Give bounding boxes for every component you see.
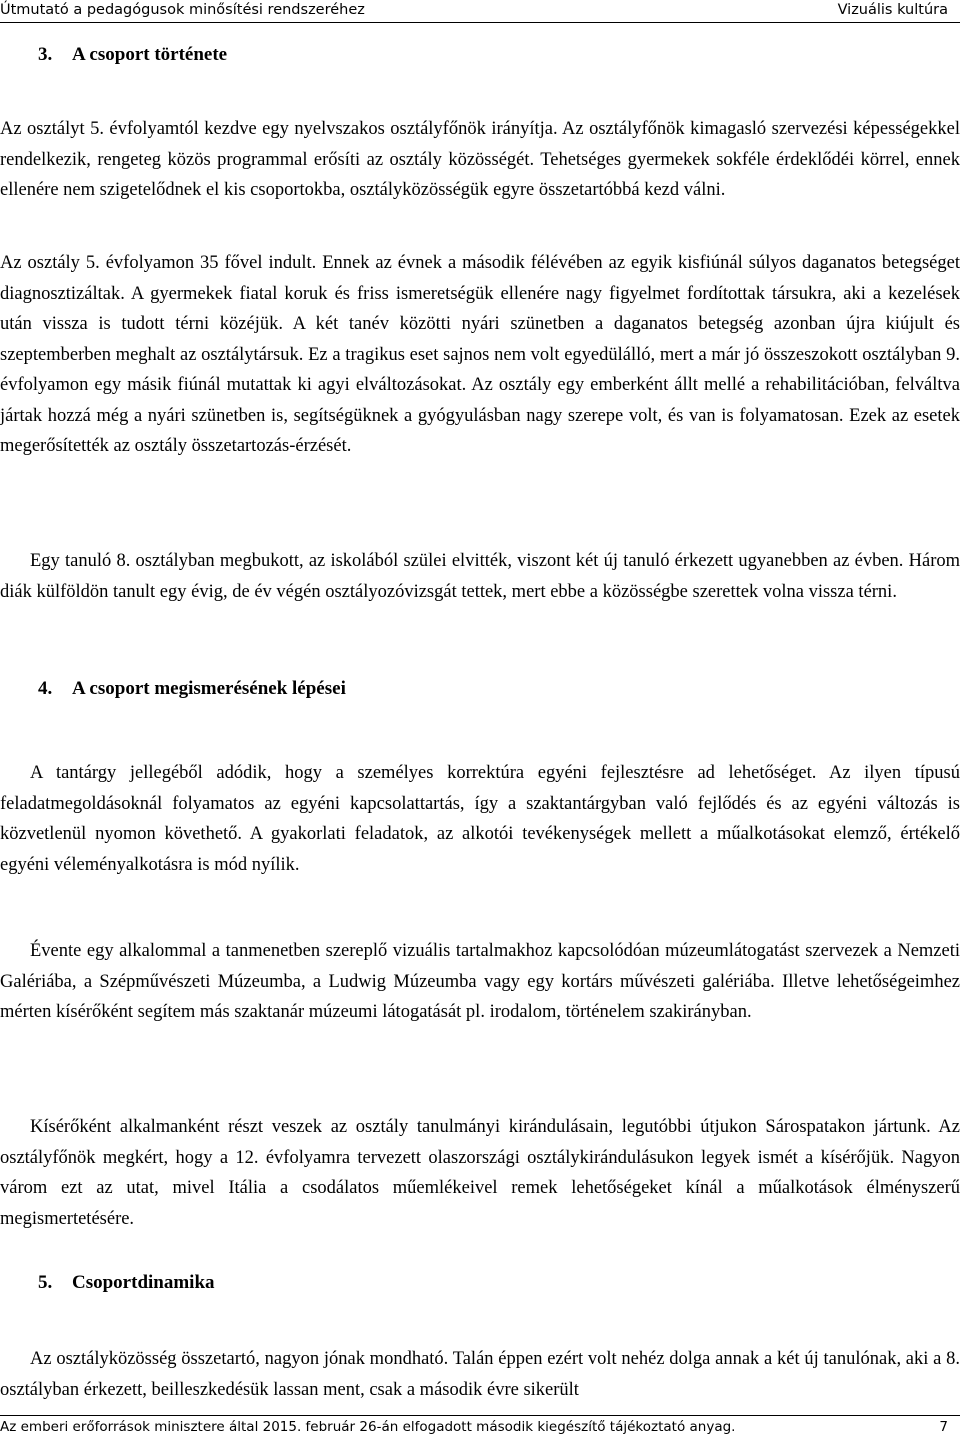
- section-title: Csoportdinamika: [72, 1272, 215, 1293]
- paragraph: Az osztályt 5. évfolyamtól kezdve egy nyelvszakos osztályfőnök irányítja. Az osztályfőnök kimagasló szervezési képességekkel rendelkezik, rengeteg közös programmal erősíti az osztály közösségét. Tehetséges gyermekek sokféle érdeklődéi körrel, ennek ellenére nem szigetelődnek el kis csoportokba, osztályközösségük egyre összetartóbbá kezd válni.: [0, 119, 960, 200]
- header-document-title: Útmutató a pedagógusok minősítési rendszeréhez: [0, 2, 365, 18]
- section-number: 4.: [38, 678, 53, 699]
- section-number: 5.: [38, 1272, 53, 1293]
- section-title: A csoport története: [72, 44, 228, 65]
- paragraph: A tantárgy jellegéből adódik, hogy a személyes korrektúra egyéni fejlesztésre ad lehetőséget. Az ilyen típusú feladatmegoldásoknál folyamatos az egyéni kapcsolattartás, így a szaktantárgyban való fejlődés és az egyéni változás is közvetlenül nyomon követhető. A gyakorlati feladatok, az alkotói tevékenységek mellett a műalkotásokat elemző, értékelő egyéni véleményalkotásra is mód nyílik.: [0, 763, 960, 875]
- section-title: A csoport megismerésének lépései: [72, 678, 346, 699]
- section-heading: [38, 1272, 215, 1294]
- paragraph: Az osztályközösség összetartó, nagyon jónak mondható. Talán éppen ezért volt nehéz dolga annak a két új tanulónak, aki a 8. osztályban érkezett, beilleszkedésük lassan ment, csak a második évre sikerült: [0, 1349, 960, 1400]
- section-heading: [38, 44, 227, 66]
- page-footer: [0, 1415, 960, 1439]
- paragraph: Kísérőként alkalmanként részt veszek az osztály tanulmányi kirándulásain, legutóbbi útjukon Sárospatakon jártunk. Az osztályfőnök megkért, hogy a 12. évfolyamra tervezett olaszországi osztálykirándulásukon legyek ismét a kísérőjük. Nagyon várom ezt az utat, mivel Itália a csodálatos műemlékeivel remek lehetőségeket kínál a műalkotások élményszerű megismertetésére.: [0, 1117, 960, 1229]
- paragraph: Egy tanuló 8. osztályban megbukott, az iskolából szülei elvitték, viszont két új tanuló érkezett ugyanebben az évben. Három diák külföldön tanult egy évig, de év végén osztályozóvizsgát tettek, mert ebbe a közösségbe szerettek volna vissza térni.: [0, 551, 960, 602]
- paragraph: Évente egy alkalommal a tanmenetben szereplő vizuális tartalmakhoz kapcsolódóan múzeumlátogatást szervezek a Nemzeti Galériába, a Szépművészeti Múzeumba, a Ludwig Múzeumba vagy egy kortárs művészeti galériába. Illetve lehetőségeimhez mérten kísérőként segítem más szaktanár múzeumi látogatását pl. irodalom, történelem szakirányban.: [0, 941, 960, 1022]
- footer-note: Az emberi erőforrások minisztere által 2015. február 26-án elfogadott második kiegészítő tájékoztató anyag.: [0, 1419, 736, 1435]
- page-header: [0, 0, 960, 23]
- section-heading: [38, 678, 346, 700]
- section-number: 3.: [38, 44, 53, 65]
- paragraph: Az osztály 5. évfolyamon 35 fővel indult. Ennek az évnek a második félévében az egyik kisfiúnál súlyos daganatos betegséget diagnosztizáltak. A gyermekek fiatal koruk és friss ismeretségük ellenére nagy figyelmet fordítottak társukra, aki a kezelések után vissza is tudott térni közéjük. A két tanév közötti nyári szünetben a daganatos betegség azonban újra kiújult és szeptemberben meghalt az osztálytársuk. Ez a tragikus eset sajnos nem volt egyedülálló, mert a már jó összeszokott osztályban 9. évfolyamon egy másik fiúnál mutattak ki agyi elváltozásokat. Az osztály egy emberként állt mellé a rehabilitációban, felváltva jártak hozzá még a nyári szünetben is, segítségüknek a gyógyulásban nagy szerepe volt, és van is folyamatosan. Ezek az esetek megerősítették az osztály összetartozás-érzését.: [0, 253, 960, 456]
- page-number: 7: [939, 1419, 948, 1435]
- header-subject: Vizuális kultúra: [837, 2, 948, 18]
